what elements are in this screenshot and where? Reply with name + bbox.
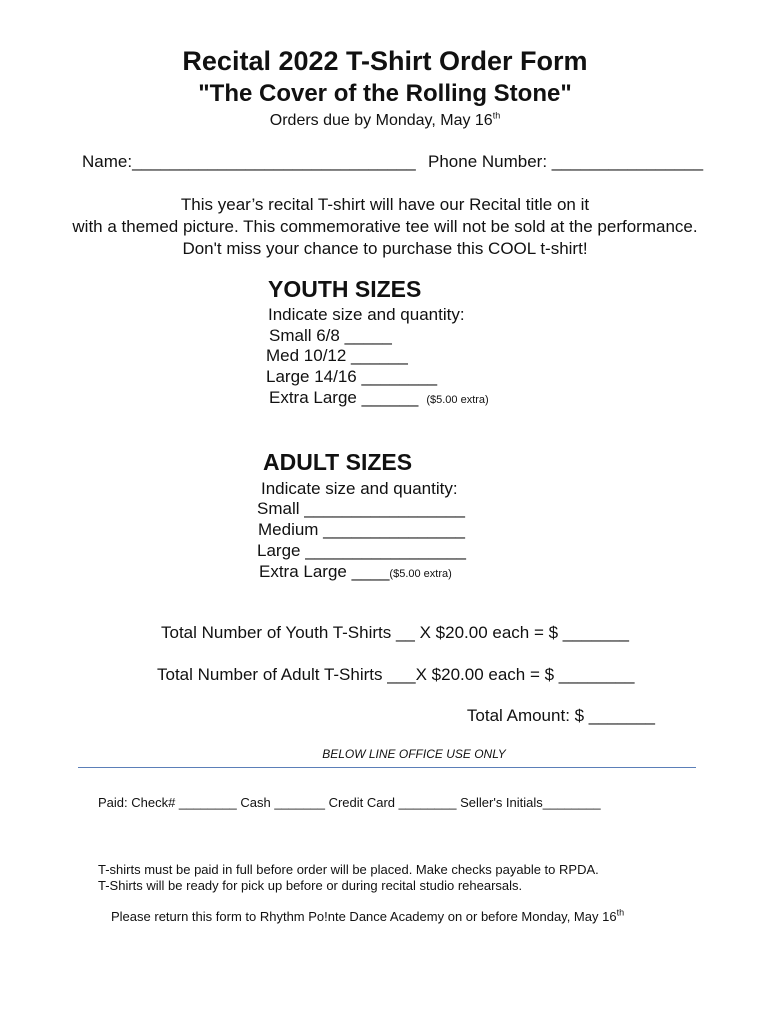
- return-text: Please return this form to Rhythm Po!nte Dance Academy on or before Monday, May 16: [111, 909, 617, 924]
- adult-sizes-heading: ADULT SIZES: [263, 449, 413, 475]
- note-line: T-shirts must be paid in full before order will be placed. Make checks payable to RPDA.: [98, 862, 599, 877]
- adult-instruction: Indicate size and quantity:: [261, 479, 458, 498]
- adult-large-field[interactable]: Large _________________: [257, 541, 466, 560]
- total-amount-field[interactable]: Total Amount: $ _______: [466, 706, 655, 725]
- adult-extra-large-note: ($5.00 extra): [389, 568, 452, 580]
- adult-total-field[interactable]: Total Number of Adult T-Shirts ___X $20.00 each = $ ________: [157, 665, 635, 684]
- adult-small-field[interactable]: Small _________________: [257, 499, 465, 518]
- intro-line: with a themed picture. This commemorative tee will not be sold at the performance.: [72, 217, 698, 236]
- return-instructions: [111, 909, 624, 924]
- return-date-suffix: th: [616, 907, 625, 918]
- youth-med-field[interactable]: Med 10/12 ______: [266, 346, 408, 365]
- youth-instruction: Indicate size and quantity:: [268, 305, 465, 324]
- name-field[interactable]: Name:______________________________: [82, 152, 416, 171]
- adult-extra-large-label: Extra Large ____: [259, 562, 390, 581]
- payment-row[interactable]: Paid: Check# ________ Cash _______ Credit Card ________ Seller's Initials________: [98, 795, 601, 810]
- youth-extra-large-label: Extra Large ______: [269, 388, 419, 407]
- adult-extra-large-field[interactable]: [259, 562, 452, 582]
- youth-small-field[interactable]: Small 6/8 _____: [269, 326, 392, 345]
- note-line: T-Shirts will be ready for pick up before or during recital studio rehearsals.: [98, 878, 523, 893]
- due-date-text: Orders due by Monday, May 16: [269, 112, 493, 129]
- form-subtitle: "The Cover of the Rolling Stone": [198, 80, 572, 107]
- intro-line: Don't miss your chance to purchase this COOL t-shirt!: [182, 239, 588, 258]
- adult-medium-field[interactable]: Medium _______________: [258, 520, 466, 539]
- youth-extra-large-field[interactable]: [269, 388, 489, 408]
- office-use-label: BELOW LINE OFFICE USE ONLY: [322, 747, 506, 761]
- youth-extra-large-note: ($5.00 extra): [426, 394, 489, 406]
- due-date-suffix: th: [492, 110, 501, 121]
- phone-number-field[interactable]: Phone Number: ________________: [428, 152, 704, 171]
- office-divider: [78, 767, 696, 768]
- due-date-line: [0, 112, 770, 130]
- form-title: Recital 2022 T-Shirt Order Form: [182, 46, 588, 76]
- youth-total-field[interactable]: Total Number of Youth T-Shirts __ X $20.00 each = $ _______: [161, 623, 629, 642]
- youth-sizes-heading: YOUTH SIZES: [268, 276, 422, 302]
- intro-paragraph: [0, 194, 770, 260]
- intro-line: This year’s recital T-shirt will have our Recital title on it: [180, 195, 590, 214]
- payment-notes: [98, 862, 599, 894]
- youth-large-field[interactable]: Large 14/16 ________: [266, 367, 438, 386]
